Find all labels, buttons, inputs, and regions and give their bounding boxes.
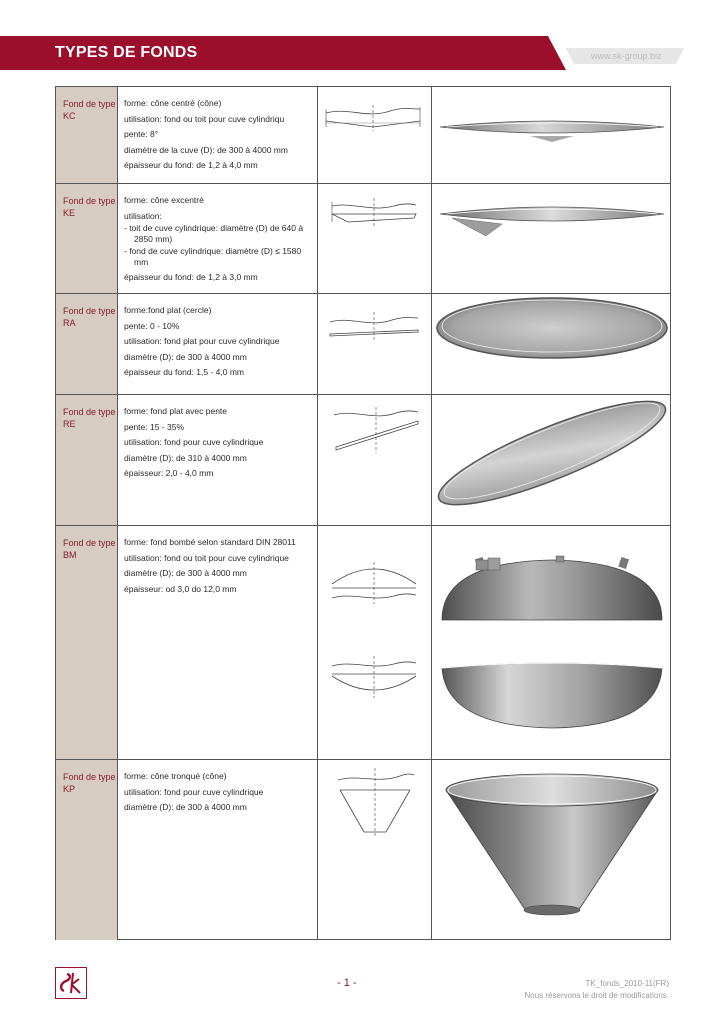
spec-bullet: - fond de cuve cylindrique: diamètre (D) ≤ 1580 mm — [124, 245, 302, 267]
spec-line: forme: fond bombé selon standard DIN 28011 — [124, 537, 296, 547]
sloped-flat-bottom-image — [432, 395, 672, 526]
type-label: Fond de type — [63, 538, 116, 548]
technical-drawing-cell — [317, 526, 431, 759]
page-number: - 1 - — [337, 977, 357, 989]
copyright-note: Nous réservons le droit de modifications. — [524, 991, 669, 1000]
spec-line: utilisation: fond pour cuve cylindrique — [124, 437, 264, 447]
spec-line: pente: 0 - 10% — [124, 320, 180, 331]
type-cell — [55, 184, 117, 293]
description-cell — [117, 184, 317, 293]
spec-line: forme: fond plat avec pente — [124, 406, 228, 416]
type-label: Fond de type — [63, 306, 116, 316]
type-cell — [55, 395, 117, 525]
spec-line: forme: cône centré (cône) — [124, 98, 222, 108]
table-row-kp — [55, 760, 671, 940]
product-image-cell — [431, 526, 671, 759]
type-cell — [55, 87, 117, 183]
technical-drawing-cell — [317, 395, 431, 525]
table-row-ra — [55, 294, 671, 395]
cone-eccentric-drawing — [318, 184, 432, 294]
spec-line: pente: 15 - 35% — [124, 421, 185, 432]
spec-line: épaisseur du fond: de 1,2 à 3,0 mm — [124, 272, 258, 282]
spec-line: utilisation: fond ou toit pour cuve cylindrique — [124, 552, 289, 563]
spec-line: épaisseur du fond: de 1,2 à 4,0 mm — [124, 160, 258, 170]
description-cell — [117, 87, 317, 183]
table-row-ke — [55, 184, 671, 294]
truncated-cone-drawing — [318, 760, 432, 940]
type-label: Fond de type — [63, 196, 116, 206]
flat-bottom-image — [432, 294, 672, 395]
cone-eccentric-image — [432, 184, 672, 294]
spec-line: forme:fond plat (cercle) — [124, 305, 212, 315]
cone-centered-drawing — [318, 87, 432, 184]
type-label: Fond de type — [63, 772, 116, 782]
spec-line: utilisation: fond plat pour cuve cylindrique — [124, 336, 280, 346]
type-code: KE — [63, 208, 76, 218]
type-cell — [55, 526, 117, 759]
technical-drawing-cell — [317, 87, 431, 183]
type-code: RA — [63, 318, 76, 328]
spec-line: épaisseur: 2,0 - 4,0 mm — [124, 468, 214, 478]
page-title: TYPES DE FONDS — [55, 44, 198, 61]
truncated-cone-image — [432, 760, 672, 940]
product-image-cell — [431, 395, 671, 525]
sloped-flat-bottom-drawing — [318, 395, 432, 526]
product-image-cell — [431, 184, 671, 293]
table-row-re — [55, 395, 671, 526]
description-cell — [117, 760, 317, 940]
type-cell — [55, 294, 117, 394]
spec-line: utilisation: — [124, 210, 162, 221]
spec-line: diamètre (D): de 310 à 4000 mm — [124, 452, 247, 463]
description-cell — [117, 294, 317, 394]
type-code: KP — [63, 784, 76, 794]
technical-drawing-cell — [317, 294, 431, 394]
spec-line: épaisseur du fond: 1,5 - 4,0 mm — [124, 367, 245, 377]
company-logo — [55, 967, 87, 999]
type-code: KC — [63, 111, 76, 121]
document-code: TK_fonds_2010-11(FR) — [585, 979, 669, 988]
table-row-bm — [55, 526, 671, 760]
bottom-types-table — [55, 86, 671, 940]
type-label: Fond de type — [63, 99, 116, 109]
spec-line: diamètre (D): de 300 à 4000 mm — [124, 351, 247, 362]
dished-bottom-image — [432, 526, 672, 760]
description-cell — [117, 526, 317, 759]
spec-line: épaisseur: od 3,0 do 12,0 mm — [124, 583, 237, 594]
type-code: RE — [63, 419, 76, 429]
description-cell — [117, 395, 317, 525]
spec-line: utilisation: fond ou toit pour cuve cylindriqu — [124, 113, 285, 124]
product-image-cell — [431, 87, 671, 183]
type-code: BM — [63, 550, 77, 560]
header-banner — [0, 36, 725, 72]
spec-line: forme: cône excentré — [124, 195, 204, 205]
product-image-cell — [431, 294, 671, 394]
spec-line: utilisation: fond pour cuve cylindrique — [124, 786, 264, 797]
spec-line: pente: 8° — [124, 129, 159, 139]
website-link[interactable]: www.sk-group.biz — [591, 51, 662, 61]
type-label: Fond de type — [63, 407, 116, 417]
flat-bottom-drawing — [318, 294, 432, 395]
spec-line: diamètre (D): de 300 à 4000 mm — [124, 568, 247, 578]
technical-drawing-cell — [317, 184, 431, 293]
spec-line: diamètre de la cuve (D): de 300 à 4000 mm — [124, 144, 288, 155]
table-row-kc — [55, 87, 671, 184]
cone-centered-image — [432, 87, 672, 184]
spec-line: diamètre (D): de 300 à 4000 mm — [124, 802, 247, 812]
spec-bullet: - toit de cuve cylindrique: diamètre (D) de 640 à 2850 mm) — [124, 222, 304, 244]
dished-bottom-drawing — [318, 526, 432, 760]
type-cell — [55, 760, 117, 940]
spec-line: forme: cône tronqué (cône) — [124, 771, 227, 781]
product-image-cell — [431, 760, 671, 940]
technical-drawing-cell — [317, 760, 431, 940]
